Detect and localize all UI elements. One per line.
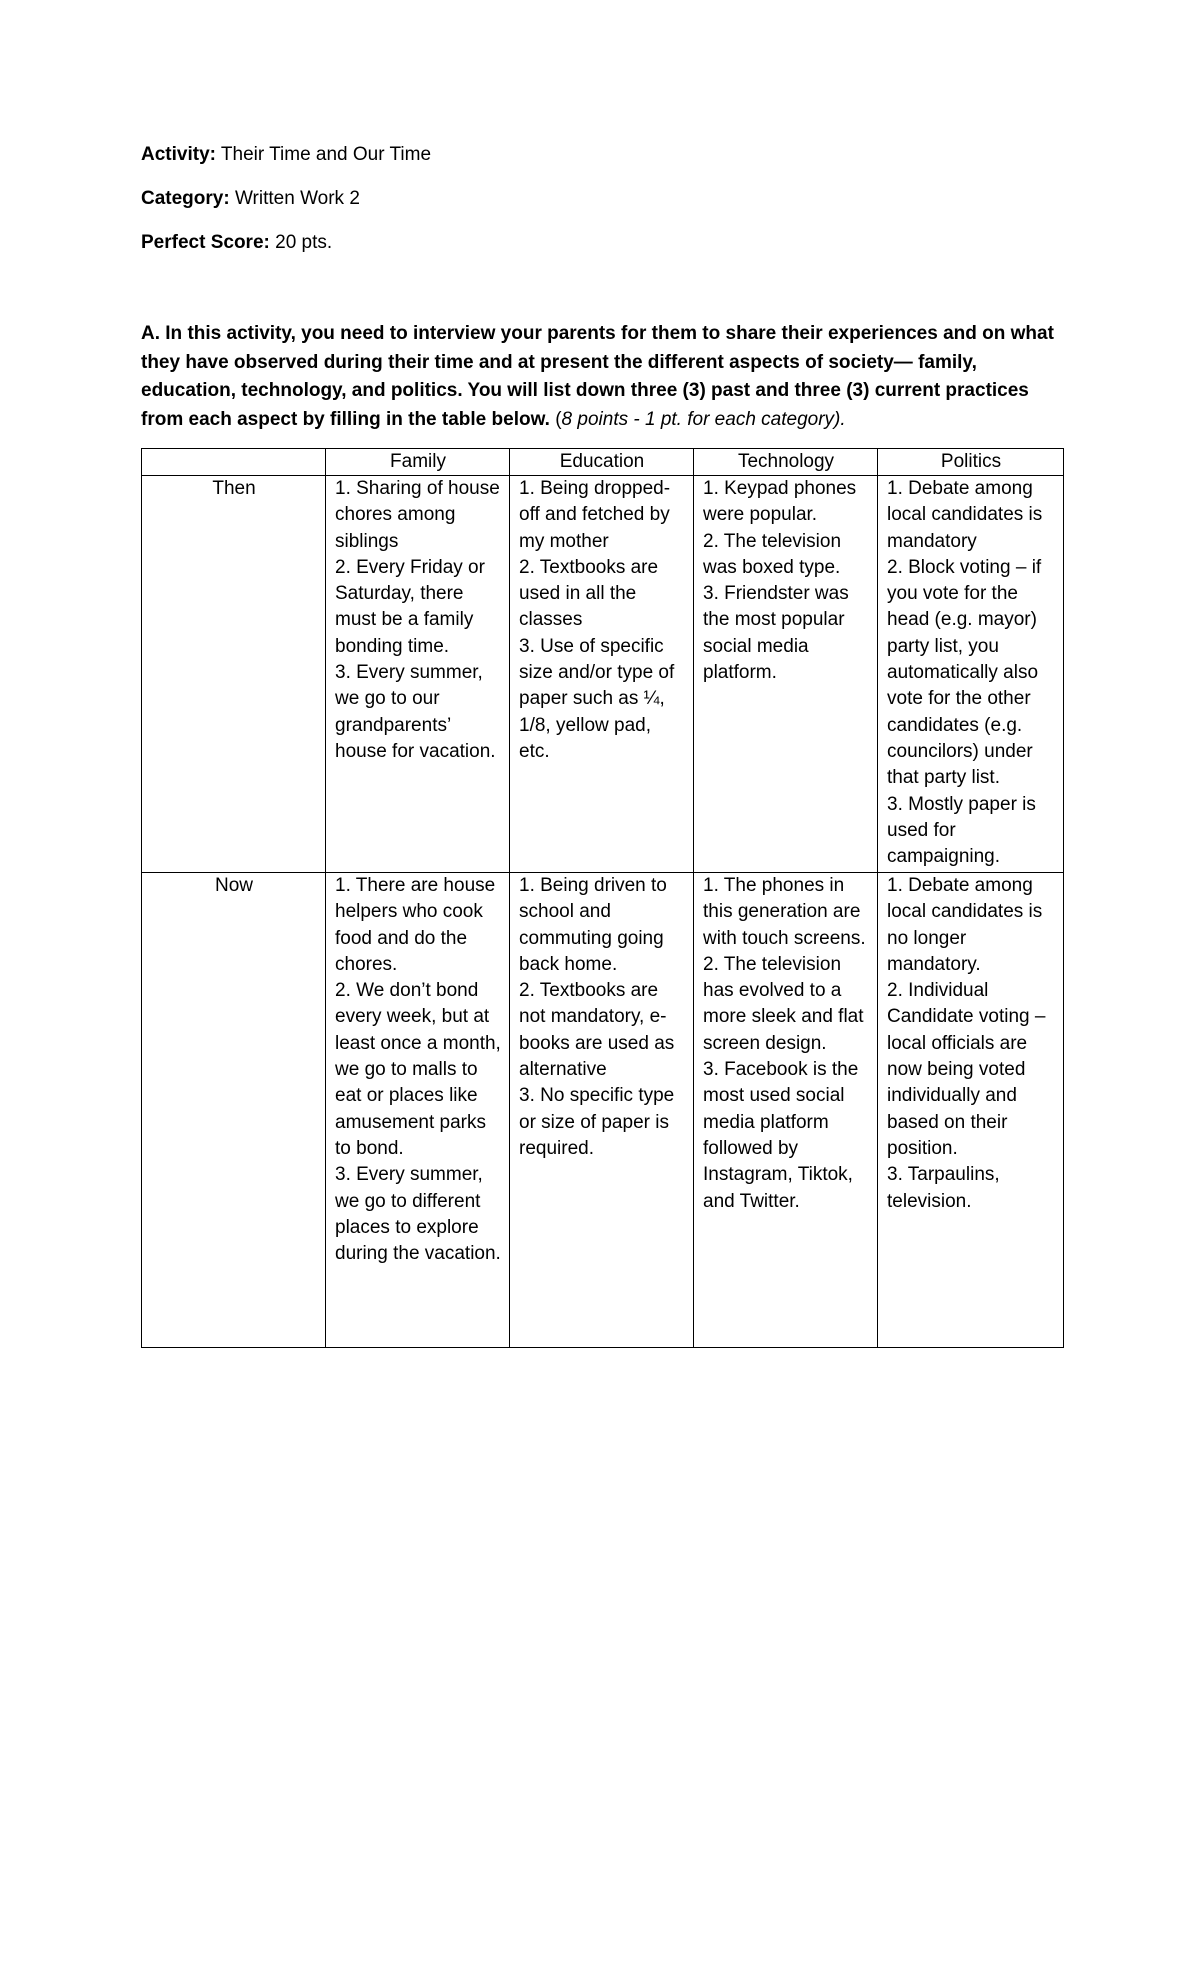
list-item: 3. Every summer, we go to different places to explore during the vacation.	[335, 1164, 501, 1265]
list-item: 3. Facebook is the most used social media platform followed by Instagram, Tiktok, and Twitter.	[703, 1059, 859, 1212]
list-item: 2. Textbooks are used in all the classes	[519, 556, 659, 631]
activity-label: Activity:	[141, 144, 216, 165]
list-item: 2. Block voting – if you vote for the head (e.g. mayor) party list, you automatically also vote for the other candidates (e.g. councilors) under that party list.	[887, 556, 1042, 789]
category-label: Category:	[141, 188, 230, 209]
list-item: 3. No specific type or size of paper is required.	[519, 1085, 675, 1159]
cell-then-politics	[878, 476, 1064, 873]
activity-value: Their Time and Our Time	[220, 144, 432, 165]
list-item: 1. Being driven to school and commuting going back home.	[519, 875, 667, 975]
list-item: 3. Tarpaulins, television.	[887, 1164, 1000, 1212]
cell-now-technology	[694, 873, 878, 1348]
header-empty-cell	[142, 449, 326, 476]
cell-now-education	[510, 873, 694, 1348]
list-item: 1. The phones in this generation are with touch screens.	[703, 875, 866, 949]
instructions-paren: (	[549, 408, 562, 430]
list-item: 2. Individual Candidate voting – local officials are now being voted individually and based on their position.	[887, 980, 1046, 1159]
activity-line	[141, 143, 431, 167]
list-item: 1. Being dropped-off and fetched by my mother	[519, 478, 671, 552]
list-item: 1. Sharing of house chores among siblings	[335, 478, 500, 552]
header-politics: Politics	[878, 449, 1064, 476]
list-item: 1. Debate among local candidates is mandatory	[887, 478, 1043, 552]
category-value: Written Work 2	[234, 188, 360, 209]
header-education: Education	[510, 449, 694, 476]
row-label-now: Now	[142, 873, 326, 1348]
list-item: 2. We don’t bond every week, but at least once a month, we go to malls to eat or places like amusement parks to bond.	[335, 980, 501, 1159]
list-item: 3. Mostly paper is used for campaigning.	[887, 793, 1036, 868]
perfect-score-line	[141, 231, 332, 255]
list-item: 2. Textbooks are not mandatory, e-books are used as alternative	[519, 980, 675, 1081]
perfect-score-value: 20 pts.	[275, 232, 333, 253]
list-item: 3. Friendster was the most popular social media platform.	[703, 583, 849, 684]
table-row-then	[142, 476, 1064, 873]
category-line	[141, 187, 360, 211]
instructions-text: A. In this activity, you need to interview your parents for them to share their experiences and on what they have observed during their time and at present the different aspects of society— family, education, technology, and politics. You will list down three (3) past and three (3) current practices from each aspect by filling in the table below.	[141, 323, 1054, 430]
then-now-table	[141, 448, 1064, 1348]
table-header-row	[142, 449, 1064, 476]
table-row-now	[142, 873, 1064, 1348]
cell-then-family	[326, 476, 510, 873]
list-item: 3. Use of specific size and/or type of paper such as ¼, 1/8, yellow pad, etc.	[519, 635, 675, 762]
list-item: 2. The television has evolved to a more sleek and flat screen design.	[703, 953, 864, 1054]
list-item: 1. Debate among local candidates is no longer mandatory.	[887, 875, 1043, 975]
cell-then-technology	[694, 476, 878, 873]
cell-now-politics	[878, 873, 1064, 1348]
header-technology: Technology	[694, 449, 878, 476]
cell-now-family	[326, 873, 510, 1348]
row-label-then: Then	[142, 476, 326, 873]
list-item: 2. The television was boxed type.	[703, 530, 842, 578]
instructions-paragraph	[141, 320, 1066, 434]
list-item: 1. Keypad phones were popular.	[703, 478, 857, 526]
header-family: Family	[326, 449, 510, 476]
list-item: 3. Every summer, we go to our grandparents’ house for vacation.	[335, 662, 496, 762]
perfect-score-label: Perfect Score:	[141, 232, 270, 253]
cell-then-education	[510, 476, 694, 873]
instructions-points-note: 8 points - 1 pt. for each category).	[561, 408, 846, 430]
list-item: 1. There are house helpers who cook food and do the chores.	[335, 875, 496, 975]
list-item: 2. Every Friday or Saturday, there must be a family bonding time.	[335, 556, 485, 657]
